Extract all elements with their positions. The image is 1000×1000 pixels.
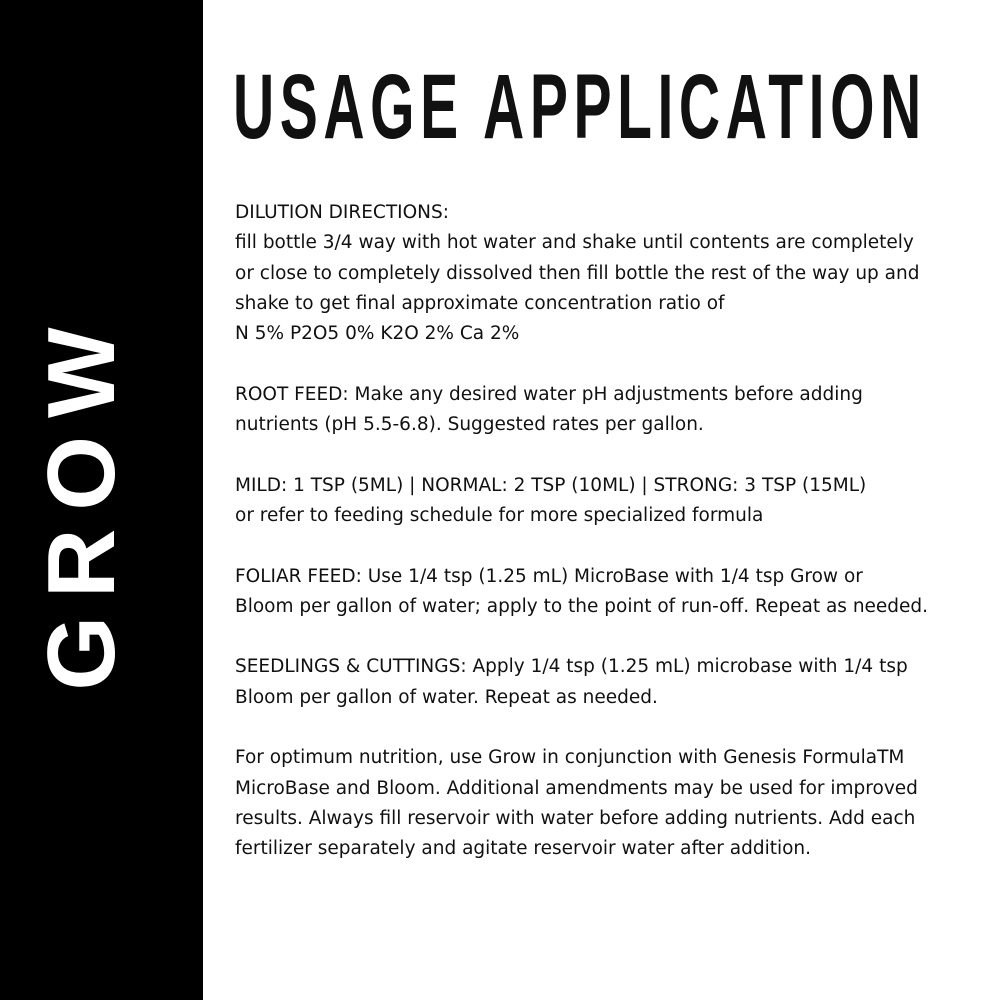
- seedlings-line: Bloom per gallon of water. Repeat as needed.: [235, 686, 658, 708]
- section-spacer: [235, 531, 980, 561]
- rates-line: MILD: 1 TSP (5ML) | NORMAL: 2 TSP (10ML) | STRONG: 3 TSP (15ML): [235, 474, 867, 496]
- root-feed-section: [235, 380, 980, 441]
- optimum-line: results. Always fill reservoir with water before adding nutrients. Add each: [235, 807, 916, 829]
- optimum-section: [235, 743, 980, 864]
- optimum-line: For optimum nutrition, use Grow in conjunction with Genesis FormulaTM: [235, 747, 905, 769]
- foliar-feed-line: Bloom per gallon of water; apply to the point of run-off. Repeat as needed.: [235, 595, 929, 617]
- optimum-line: MicroBase and Bloom. Additional amendments may be used for improved: [235, 777, 918, 799]
- seedlings-line: SEEDLINGS & CUTTINGS: Apply 1/4 tsp (1.25 mL) microbase with 1/4 tsp: [235, 656, 908, 678]
- optimum-line: fertilizer separately and agitate reservoir water after addition.: [235, 838, 812, 860]
- concentration-ratio: N 5% P2O5 0% K2O 2% Ca 2%: [235, 323, 520, 345]
- dilution-line: or close to completely dissolved then fill bottle the rest of the way up and: [235, 262, 920, 284]
- product-name-vertical: GROW: [28, 309, 135, 691]
- section-spacer: [235, 622, 980, 652]
- dilution-line: fill bottle 3/4 way with hot water and shake until contents are completely: [235, 232, 914, 254]
- foliar-feed-line: FOLIAR FEED: Use 1/4 tsp (1.25 mL) MicroBase with 1/4 tsp Grow or: [235, 565, 863, 587]
- root-feed-line: ROOT FEED: Make any desired water pH adjustments before adding: [235, 383, 863, 405]
- side-band: [0, 0, 203, 1000]
- seedlings-section: [235, 652, 980, 713]
- rates-section: [235, 471, 980, 532]
- dilution-line: shake to get final approximate concentration ratio of: [235, 292, 725, 314]
- rates-line: or refer to feeding schedule for more specialized formula: [235, 504, 764, 526]
- foliar-feed-section: [235, 562, 980, 623]
- section-spacer: [235, 713, 980, 743]
- instructions-body: [235, 198, 980, 865]
- page-title: USAGE APPLICATION: [233, 56, 927, 158]
- root-feed-line: nutrients (pH 5.5-6.8). Suggested rates per gallon.: [235, 414, 704, 436]
- dilution-heading: DILUTION DIRECTIONS:: [235, 202, 449, 223]
- dilution-section: [235, 198, 980, 349]
- section-spacer: [235, 440, 980, 470]
- section-spacer: [235, 349, 980, 379]
